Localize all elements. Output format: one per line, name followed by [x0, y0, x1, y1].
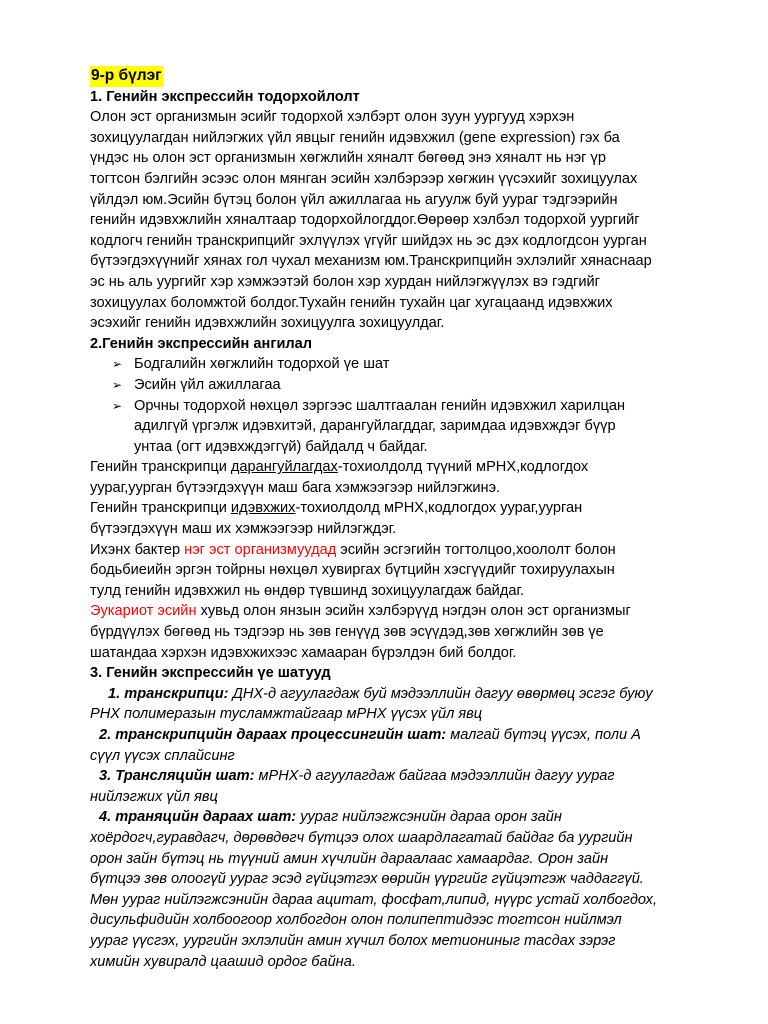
list-item-text: Бодгалийн хөгжлийн тодорхой үе шат — [134, 356, 390, 373]
text-run: Ихэнх бактер — [90, 541, 185, 558]
paragraph-line: кодлогч генийн транскрипцийг эхлүүлэх үгүйг шийдэх нь эс дэх кодлогдсон уурган — [90, 232, 647, 249]
classification-bullet-list — [90, 354, 686, 457]
stage-text: мРНХ-д агуулагдаж байгаа мэдээллийн дагуу уураг — [254, 768, 615, 785]
active-transcription-paragraph — [90, 498, 686, 539]
stage-1 — [90, 684, 686, 725]
stage-line — [90, 766, 686, 787]
paragraph-line — [90, 457, 686, 478]
paragraph-line — [90, 540, 686, 561]
paragraph-line: үндэс нь олон эст организмын хөгжлийн хяналт бөгөөд энэ хяналт нь нэг үр — [90, 150, 606, 167]
stage-line: бүтцээ зөв олоогүй уураг эсэд гүйцэтгэх өөрийн үүргийг гүйцэтгэж чаддаггүй. — [90, 871, 644, 888]
text-run: эсийн эсгэгийн тогтолцоо,хоололт болон — [336, 541, 616, 558]
paragraph-line: үйлдэл юм.Эсийн бүтэц болон үйл ажиллагаа нь агуулж буй уураг тэдгээрийн — [90, 191, 618, 208]
list-item-text: Орчны тодорхой нөхцөл зэргээс шалтгаалан генийн идэвхжил харилцан — [134, 397, 626, 414]
stage-line: уураг үүсгэх, уургийн эхлэлийн амин хүчил болох метиониныг тасдах зэрэг — [90, 932, 616, 949]
stage-line: хоёрдогч,гуравдагч, дөрөвдөгч бүтцээ олох шаардлагатай байдаг ба уургийн — [90, 829, 633, 846]
arrowhead-bullet-icon: ➢ — [112, 357, 123, 372]
paragraph-line: зохицуулагдан нийлэгжих үйл явцыг генийн идэвхжил (gene expression) гэх ба — [90, 129, 620, 146]
paragraph-line: тогтсон бэлгийн эсээс олон мянган эсийн хэлбэрээр хөгжин үүсэхийг зохицуулах — [90, 170, 638, 187]
stage-text: ДНХ-д агуулагдаж буй мэдээллийн дагуу өвөрмөц эсгэг буюу — [228, 685, 653, 702]
stage-line: нийлэгжих үйл явц — [90, 788, 218, 805]
stage-line: химийн хувиралд цаашид ордог байна. — [90, 953, 356, 970]
stage-label: 2. транскрипцийн дараах процессингийн шат: — [99, 727, 447, 743]
paragraph-line: бодьбиеийн эргэн тойрны нөхцөл хувиргах бүтцийн хэсгүүдийг тохируулахын — [90, 562, 615, 579]
list-item — [90, 354, 686, 375]
underlined-term: идэвхжих — [230, 500, 296, 517]
section-2-heading: 2.Генийн экспрессийн ангилал — [90, 335, 313, 352]
paragraph-line: тулд генийн идэвхжил нь өндөр түвшинд зохицуулагдаж байдаг. — [90, 582, 525, 599]
stage-line — [90, 725, 686, 746]
paragraph-line: генийн идэвхжлийн хяналтаар тодорхойлогддог.Өөрөөр хэлбэл тодорхой уургийг — [90, 212, 640, 229]
text-run: Генийн транскрипци — [90, 500, 231, 517]
text-run: -тохиолдолд мРНХ,кодлогдох уураг,уурган — [295, 500, 583, 517]
paragraph-line: бүтээгдэхүүн маш их хэмжээгээр нийлэгждэг. — [90, 521, 397, 538]
arrowhead-bullet-icon: ➢ — [112, 377, 123, 392]
inhibited-transcription-paragraph — [90, 457, 686, 498]
section-1-heading: 1. Генийн экспрессийн тодорхойлолт — [90, 88, 360, 105]
underlined-term: дарангуйлагдах — [230, 459, 338, 476]
stage-line: Мөн уураг нийлэгжсэнийн дараа ацитат, фосфат,липид, нүүрс устай холбогдох, — [90, 891, 658, 908]
red-term: нэг эст организмуудад — [184, 541, 337, 558]
red-term: Эукариот эсийн — [90, 603, 197, 620]
paragraph-line — [90, 498, 686, 519]
paragraph-line — [90, 601, 686, 622]
stage-4 — [90, 807, 686, 972]
stage-line: дисульфидийн холбоогоор холбогдон олон полипептидээс тогтсон нийлмэл — [90, 912, 622, 929]
list-item — [90, 375, 686, 396]
text-run: хувьд олон янзын эсийн хэлбэрүүд нэгдэн олон эст организмыг — [196, 603, 631, 620]
stage-line: сүүл үүсэх сплайсинг — [90, 747, 235, 764]
stage-line: РНХ полимеразын тусламжтайгаар мРНХ үүсэх үйл явц — [90, 706, 483, 723]
document-page — [90, 66, 686, 972]
list-item — [90, 396, 686, 458]
stage-line — [90, 684, 686, 705]
chapter-title: 9-р бүлэг — [90, 66, 163, 87]
eukaryote-paragraph — [90, 601, 686, 663]
paragraph-line: эсэхийг генийн идэвхжлийн зохицуулга зохицуулдаг. — [90, 315, 445, 332]
paragraph-line: зохицуулах боломжтой болдог.Тухайн генийн тухайн цаг хугацаанд идэвхжих — [90, 294, 613, 311]
text-run: -тохиолдолд түүний мРНХ,кодлогдох — [337, 459, 589, 476]
paragraph-line: шатандаа хэрхэн идэвхжихээс хамааран бүрэлдэн бий болдог. — [90, 644, 517, 661]
paragraph-line: бүтээгдэхүүнийг хянах гол чухал механизм юм.Транскрипцийн эхлэлийг хянаснаар — [90, 253, 652, 270]
stage-line: орон зайн бүтэц нь түүний амин хүчлийн дараалаас хамаардаг. Орон зайн — [90, 850, 609, 867]
chapter-title-row — [90, 66, 686, 87]
text-run: Генийн транскрипци — [90, 459, 231, 476]
section-3-heading: 3. Генийн экспрессийн үе шатууд — [90, 665, 331, 682]
stage-label: 1. транскрипци: — [108, 685, 229, 702]
stage-text: уураг нийлэгжсэнийн дараа орон зайн — [296, 809, 562, 826]
paragraph-line: бүрдүүлэх бөгөөд нь тэдгээр нь зөв генүүд зөв эсүүдэд,зөв хөгжлийн зөв үе — [90, 624, 604, 641]
stage-line — [90, 807, 686, 828]
arrowhead-bullet-icon: ➢ — [112, 398, 123, 413]
stage-label: 3. Трансляцийн шат: — [99, 768, 255, 785]
stage-text: малгай бүтэц үүсэх, поли А — [446, 727, 641, 743]
stage-label: 4. траняцийн дараах шат: — [99, 809, 297, 826]
paragraph-line: эс нь аль уургийг хэр хэмжээтэй болон хэр хурдан нийлэгжүүлэх вэ гэдгийг — [90, 273, 600, 290]
list-item-text: Эсийн үйл ажиллагаа — [134, 376, 281, 393]
stage-3 — [90, 766, 686, 807]
section-1-paragraph — [90, 107, 686, 334]
paragraph-line: уураг,уурган бүтээгдэхүүн маш бага хэмжээгээр нийлэгжинэ. — [90, 479, 501, 496]
list-item-text: унтаа (огт идэвхждэггүй) байдалд ч байдаг. — [134, 438, 428, 455]
stage-2 — [90, 725, 686, 766]
paragraph-line: Олон эст организмын эсийг тодорхой хэлбэрт олон зуун уургууд хэрхэн — [90, 109, 575, 126]
bacteria-paragraph — [90, 540, 686, 602]
list-item-text: адилгүй үргэлж идэвхитэй, дарангуйлагддаг, заримдаа идэвхждэг бүүр — [134, 418, 616, 435]
